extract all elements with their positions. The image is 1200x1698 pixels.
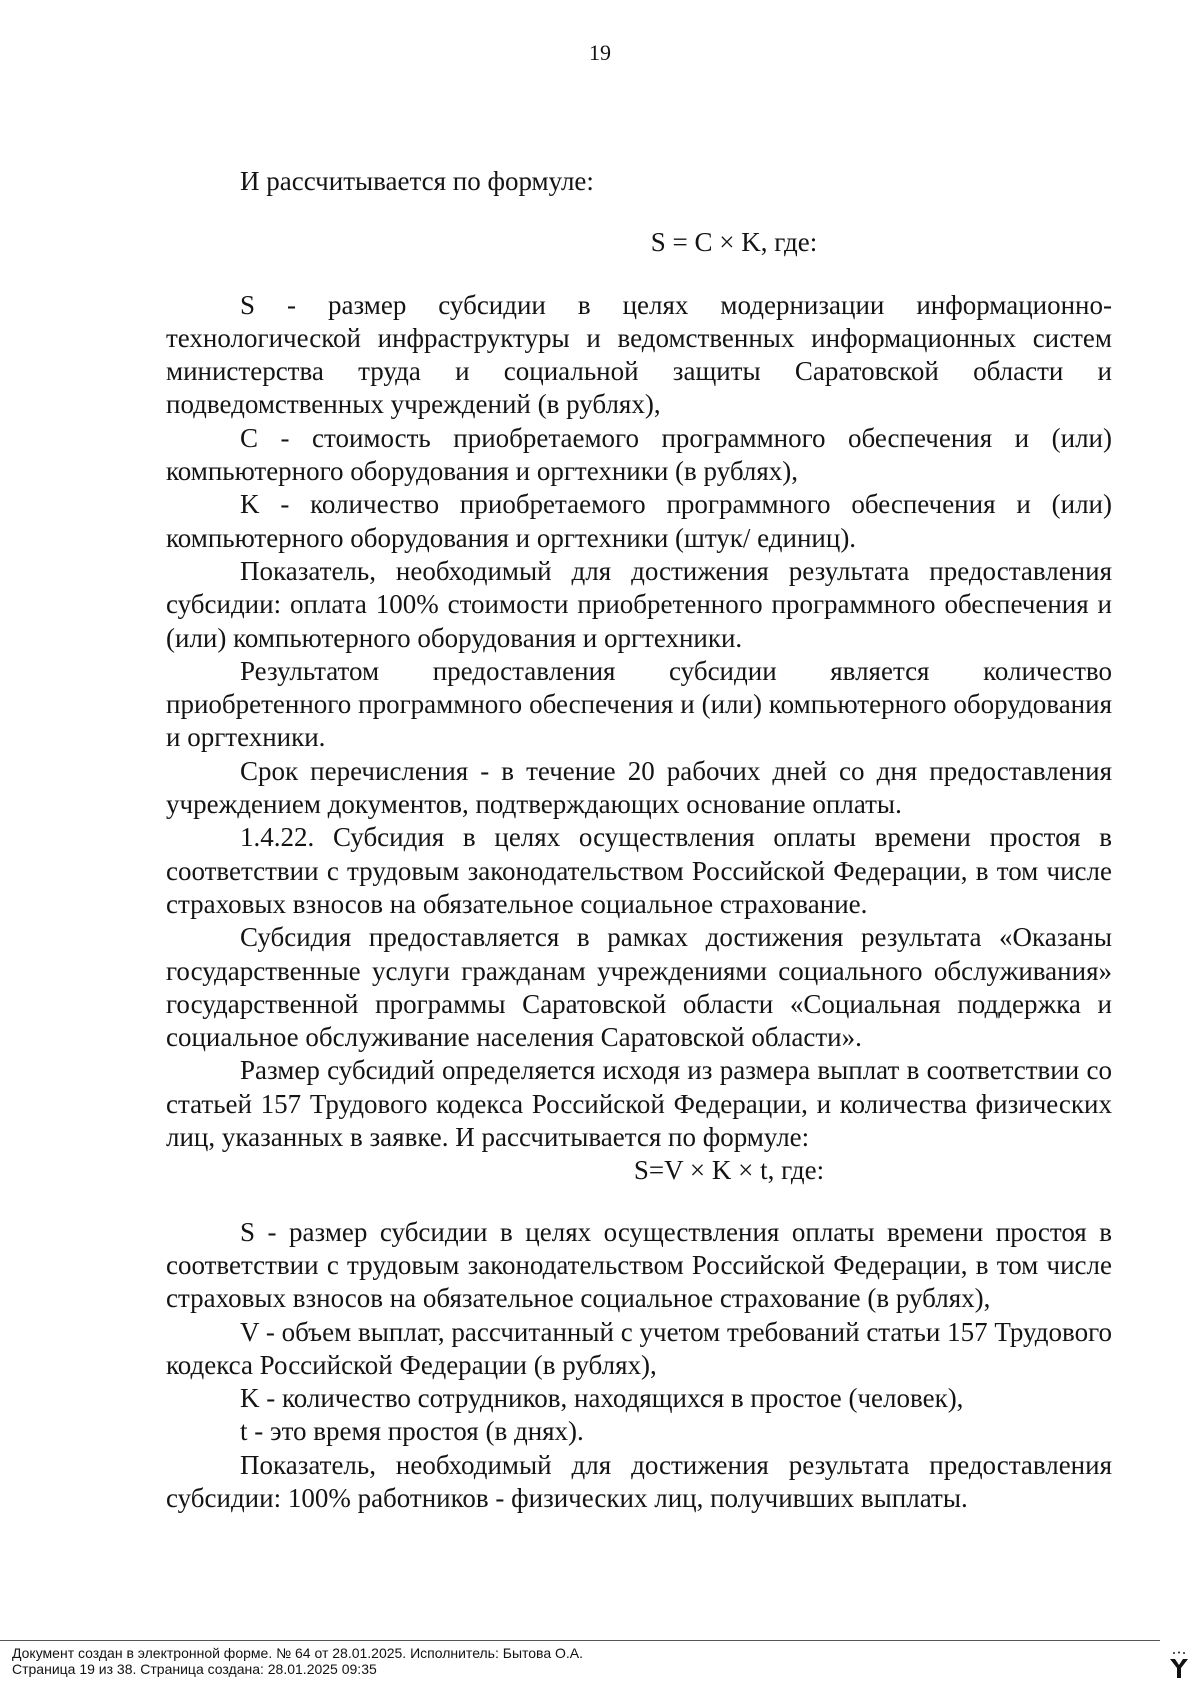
footer-line: Страница 19 из 38. Страница создана: 28.01.2025 09:35 [12,1661,377,1677]
paragraph: Показатель, необходимый для достижения результата предоставления субсидии: оплата 100% стоимости приобретенного программного обеспечения и (или) компьютерного оборудования и оргтехники. [166,555,1112,653]
paragraph: И рассчитывается по формуле: [240,166,594,196]
formula: S = C × K, где: [650,227,818,258]
paragraph: S - размер субсидии в целях осуществления оплаты времени простоя в соответствии с трудовым законодательством Российской Федерации, в том числе страховых взносов на обязательное социальное страхование (в рублях), [166,1216,1112,1314]
page-number: 19 [589,40,611,65]
paragraph: C - стоимость приобретаемого программного обеспечения и (или) компьютерного оборудования и оргтехники (в рублях), [166,422,1112,487]
footer [12,1645,583,1677]
paragraph: S - размер субсидии в целях модернизации информационно-технологической инфраструктуры и ведомственных информационных систем министерства труда и социальной защиты Саратовской области и подведомственных учреждений (в рублях), [166,289,1112,420]
paragraph: Результатом предоставления субсидии является количество приобретенного программного обеспечения и (или) компьютерного оборудования и оргтехники. [166,655,1112,753]
paragraph: t - это время простоя (в днях). [240,1416,584,1447]
paragraph: K - количество сотрудников, находящихся в простое (человек), [240,1383,964,1414]
paragraph: V - объем выплат, рассчитанный с учетом требований статьи 157 Трудового кодекса Российской Федерации (в рублях), [166,1316,1112,1380]
formula: S=V × K × t, где: [633,1155,825,1186]
footer-divider [0,1640,1160,1641]
paragraph: Показатель, необходимый для достижения результата предоставления субсидии: 100% работников - физических лиц, получивших выплаты. [166,1449,1112,1513]
document-body [166,165,1112,1515]
paragraph: Субсидия предоставляется в рамках достижения результата «Оказаны государственные услуги гражданам учреждениями социального обслуживания» государственной программы Саратовской области «Социальная поддержка и социальное обслуживание населения Саратовской области». [166,922,1112,1053]
paragraph: 1.4.22. Субсидия в целях осуществления оплаты времени простоя в соответствии с трудовым законодательством Российской Федерации, в том числе страховых взносов на обязательное социальное страхование. [166,822,1112,919]
emblem-icon [1168,1651,1190,1679]
paragraph: Размер субсидий определяется исходя из размера выплат в соответствии со статьей 157 Трудового кодекса Российской Федерации, и количества физических лиц, указанных в заявке. И рассчитывается по формуле: [166,1055,1112,1153]
paragraph: K - количество приобретаемого программного обеспечения и (или) компьютерного оборудования и оргтехники (штук/ единиц). [166,489,1112,553]
paragraph: Срок перечисления - в течение 20 рабочих дней со дня предоставления учреждением документов, подтверждающих основание оплаты. [166,755,1112,820]
footer-line: Документ создан в электронной форме. № 64 от 28.01.2025. Исполнитель: Бытова О.А. [12,1645,584,1661]
